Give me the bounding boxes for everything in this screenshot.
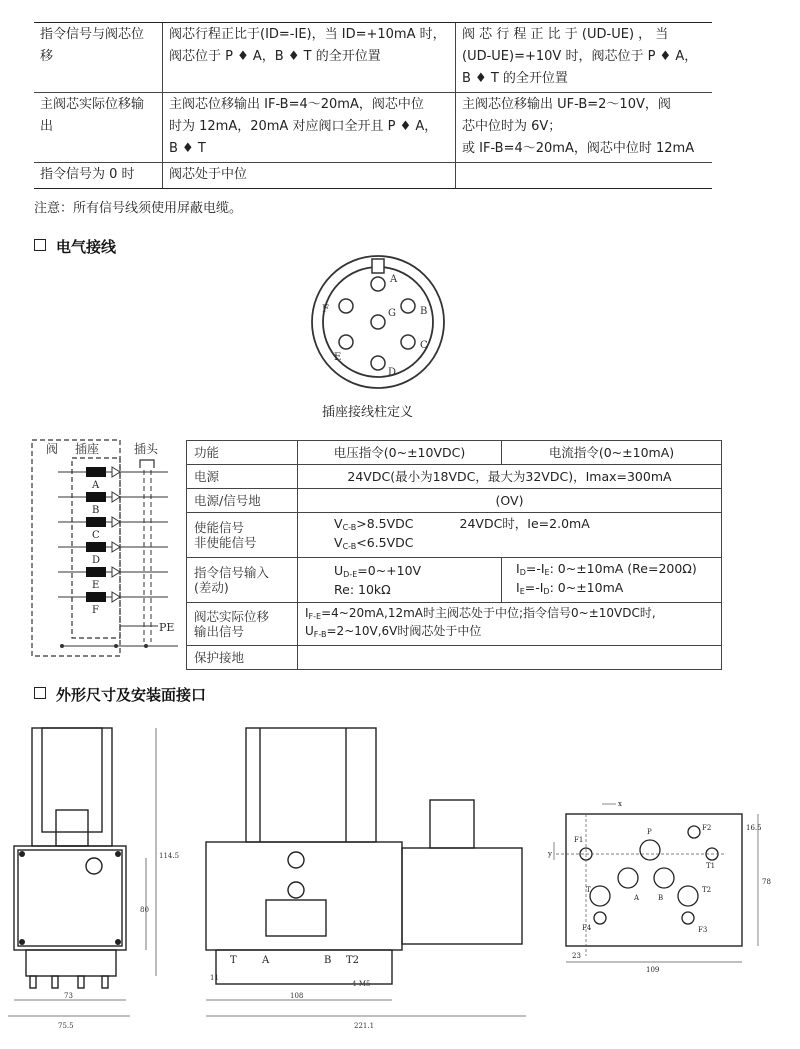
value: =4~20mA,12mA时主阀芯处于中位;指令信号0~±10VDC时, xyxy=(321,606,656,620)
actual-u-line xyxy=(305,624,714,642)
screw xyxy=(30,976,36,988)
amplifier-box xyxy=(402,848,522,944)
plug-contact xyxy=(112,592,120,602)
connector-plug-side xyxy=(430,800,474,848)
current-output-cell xyxy=(163,93,456,163)
enable-values xyxy=(298,513,722,558)
subscript: C-B xyxy=(342,542,357,551)
plug-label: 插头 xyxy=(134,442,159,456)
adjust-screw xyxy=(288,852,304,868)
valve-body-inner xyxy=(18,850,122,946)
cell-line: 阀芯处于中位 xyxy=(169,167,248,182)
pe-label: PE xyxy=(159,621,175,634)
cell-line: 主阀芯位移输出 IF-B=4～20mA，阀芯中位 xyxy=(169,97,424,112)
value: =-I xyxy=(524,580,544,595)
row-label: 主阀芯实际位移输出 xyxy=(34,93,163,163)
section-title-text: 外形尺寸及安装面接口 xyxy=(56,686,207,704)
valve-label: 阀 xyxy=(46,442,59,456)
dim-total: 75.5 xyxy=(58,1022,74,1030)
row-label xyxy=(187,603,298,646)
pin-label: F xyxy=(92,605,99,616)
symbol: I xyxy=(516,561,520,576)
actual-label-2: 输出信号 xyxy=(194,624,245,639)
pin-label: B xyxy=(92,505,100,516)
cell-line: 芯中位时为 6V； xyxy=(462,119,562,134)
socket-contact xyxy=(86,517,106,527)
actual-label: 阀芯实际位移 xyxy=(194,609,270,624)
actual-i-line xyxy=(305,606,714,624)
cmd-label-2: (差动) xyxy=(194,580,229,595)
symbol: U xyxy=(305,624,314,638)
mounting-surface-drawing xyxy=(546,792,782,992)
zero-command-cell-2 xyxy=(456,163,713,189)
power-value: 24VDC(最小为18VDC，最大为32VDC)，Imax=300mA xyxy=(298,465,722,489)
cell-line: 或 IF-B=4～20mA，阀芯中位时 12mA xyxy=(462,141,695,156)
port-label-a: A xyxy=(262,955,270,966)
table-row xyxy=(187,603,722,646)
dim-left: 23 xyxy=(572,952,581,960)
cmd-i1-line xyxy=(516,561,714,580)
value-tail: : 0~±10mA (Re=200Ω) xyxy=(549,561,697,576)
cell-line: 阀芯位于 P ♦ A，B ♦ T 的全开位置 xyxy=(169,49,381,64)
subscript: D xyxy=(543,587,550,596)
table-row xyxy=(34,163,712,189)
nameplate xyxy=(266,900,326,936)
subscript: D xyxy=(519,568,526,577)
plug-contact xyxy=(112,517,120,527)
port-label: P xyxy=(647,828,652,836)
pin-label-b: B xyxy=(420,306,428,317)
pin-e xyxy=(339,335,353,349)
dim-top: 16.5 xyxy=(746,824,762,832)
plug-top-bracket xyxy=(140,460,154,468)
pin-label-c: C xyxy=(420,340,428,351)
value: =-I xyxy=(525,561,545,576)
voltage-command-header: 电压指令(0~±10VDC) xyxy=(298,441,502,465)
dim-inner: 80 xyxy=(140,906,149,914)
symbol: U xyxy=(334,563,344,578)
cell-line: (UD-UE)=+10V 时，阀芯位于 P ♦ A， xyxy=(462,49,698,64)
cell-line: 主阀芯位移输出 UF-B=2～10V，阀 xyxy=(462,97,671,112)
port-label: F2 xyxy=(702,824,712,832)
port-f4 xyxy=(594,912,606,924)
symbol: V xyxy=(334,535,343,550)
base-block xyxy=(26,950,116,976)
cell-line: 时为 12mA，20mA 对应阀口全开且 P ♦ A， xyxy=(169,119,438,134)
shielded-cable-note: 注意：所有信号线须使用屏蔽电缆。 xyxy=(34,201,243,216)
disable-line xyxy=(334,535,714,554)
table-row xyxy=(187,489,722,513)
current-command-cell xyxy=(163,23,456,93)
dim-height: 114.5 xyxy=(159,852,180,860)
vent-screw xyxy=(86,858,102,874)
dim-width: 108 xyxy=(290,992,304,1000)
dim-total: 221.1 xyxy=(354,1022,375,1030)
connector-plug xyxy=(56,810,88,846)
pin-a xyxy=(371,277,385,291)
subscript: C-B xyxy=(342,523,357,532)
pin-g xyxy=(371,315,385,329)
port-label: A xyxy=(634,894,640,902)
pin-label-d: D xyxy=(388,367,397,378)
socket-label: 插座 xyxy=(75,442,100,456)
table-row xyxy=(34,23,712,93)
port-p xyxy=(640,840,660,860)
subscript: D-E xyxy=(343,570,358,579)
port-label-t: T xyxy=(230,955,237,966)
pe-value xyxy=(298,646,722,670)
table-row xyxy=(187,513,722,558)
pin-label: E xyxy=(92,580,100,591)
socket-contact xyxy=(86,492,106,502)
solenoid-housing-top xyxy=(32,728,112,846)
table-row xyxy=(187,558,722,603)
pin-d xyxy=(371,356,385,370)
bolt-hole xyxy=(19,851,25,857)
valve-body-front xyxy=(14,846,126,950)
solenoid-housing-inner xyxy=(42,728,102,832)
row-label: 指令信号与阀芯位移 xyxy=(34,23,163,93)
port-f2 xyxy=(688,826,700,838)
screw xyxy=(52,976,58,988)
pin-label: C xyxy=(92,530,100,541)
row-label: 保护接地 xyxy=(187,646,298,670)
row-label: 电源/信号地 xyxy=(187,489,298,513)
ground-value: (OV) xyxy=(298,489,722,513)
dim-width: 109 xyxy=(646,966,660,974)
dim-bolt: 4-M5 xyxy=(352,980,371,988)
socket-contact xyxy=(86,592,106,602)
screw xyxy=(78,976,84,988)
subscript: F-B xyxy=(313,630,327,639)
spec-table-top xyxy=(34,22,712,189)
plug-contact xyxy=(112,542,120,552)
subscript: E xyxy=(519,587,525,596)
screw xyxy=(102,976,108,988)
socket-contact xyxy=(86,542,106,552)
row-label: 电源 xyxy=(187,465,298,489)
enable-label: 使能信号 xyxy=(194,520,245,535)
side-view-drawing xyxy=(186,718,546,1038)
table-row xyxy=(187,646,722,670)
cmd-i2-line xyxy=(516,580,714,599)
table-row xyxy=(187,441,722,465)
row-label: 功能 xyxy=(187,441,298,465)
pin-label-g: G xyxy=(388,308,396,319)
symbol: V xyxy=(334,516,343,531)
dim-height: 78 xyxy=(762,878,771,886)
dim-small: 11 xyxy=(210,974,219,982)
base-block-side xyxy=(216,950,392,984)
subscript: F-E xyxy=(308,612,322,621)
cell-line: B ♦ T 的全开位置 xyxy=(462,71,568,86)
table-row xyxy=(34,93,712,163)
row-label xyxy=(187,558,298,603)
disable-label: 非使能信号 xyxy=(194,535,257,550)
current-command-header: 电流指令(0~±10mA) xyxy=(502,441,722,465)
pin-b xyxy=(401,299,415,313)
cmd-label: 指令信号输入 xyxy=(194,565,270,580)
value: =2~10V,6V时阀芯处于中位 xyxy=(326,624,482,638)
enable-line xyxy=(334,516,714,535)
value-tail: : 0~±10mA xyxy=(549,580,624,595)
actual-values xyxy=(298,603,722,646)
port-label: B xyxy=(658,894,664,902)
cell-line: 阀芯行程正比于(ID=-IE)，当 ID=+10mA 时， xyxy=(169,27,446,42)
cmd-u-line xyxy=(334,563,494,582)
voltage-command-cell xyxy=(456,23,713,93)
connector-caption: 插座接线柱定义 xyxy=(322,405,414,420)
symbol: I xyxy=(516,580,520,595)
axis-y-label: y xyxy=(548,850,552,858)
cmd-voltage-values xyxy=(298,558,502,603)
connector-pin-diagram xyxy=(300,250,460,400)
wiring-schematic xyxy=(28,436,186,662)
pin-f xyxy=(339,299,353,313)
pin-label-a: A xyxy=(390,274,398,285)
plug-contact xyxy=(112,567,120,577)
section-title-text: 电气接线 xyxy=(56,238,117,256)
connector-key-notch xyxy=(372,259,384,273)
cell-line: B ♦ T xyxy=(169,141,206,156)
checkbox-square-icon xyxy=(34,687,46,699)
port-label-b: B xyxy=(324,955,332,966)
port-label: F1 xyxy=(574,836,584,844)
pin-label-f: F xyxy=(322,304,329,315)
plug-contact xyxy=(112,492,120,502)
section-title-dimensions xyxy=(34,684,206,705)
port-label: T xyxy=(586,886,591,894)
cell-line: 阀 芯 行 程 正 比 于 (UD-UE) ， 当 xyxy=(462,27,669,42)
connector-outer-ring xyxy=(312,256,444,388)
bolt-hole xyxy=(115,939,121,945)
pin-label: D xyxy=(92,555,101,566)
dim-width: 73 xyxy=(64,992,73,1000)
socket-contact xyxy=(86,467,106,477)
cmd-re: Re: 10kΩ xyxy=(334,582,391,597)
pin-label: A xyxy=(92,480,100,491)
port-label: F4 xyxy=(582,924,592,932)
adjust-screw xyxy=(288,882,304,898)
port-label: T1 xyxy=(706,862,716,870)
port-label: T2 xyxy=(702,886,712,894)
row-label xyxy=(187,513,298,558)
subscript: E xyxy=(544,568,550,577)
table-row xyxy=(187,465,722,489)
pin-label-e: E xyxy=(334,352,342,363)
port-label-t2: T2 xyxy=(346,955,360,966)
axis-x-label: x xyxy=(618,800,622,808)
ground-dot-2 xyxy=(114,644,118,648)
front-view-drawing xyxy=(6,718,180,1038)
value: <6.5VDC xyxy=(356,535,414,550)
wiring-spec-table xyxy=(186,440,722,670)
symbol: I xyxy=(305,606,309,620)
socket-contact xyxy=(86,567,106,577)
checkbox-square-icon xyxy=(34,239,46,251)
value: =0~+10V xyxy=(357,563,422,578)
row-label: 指令信号为 0 时 xyxy=(34,163,163,189)
bolt-hole xyxy=(115,851,121,857)
port-t2 xyxy=(678,886,698,906)
zero-command-cell xyxy=(163,163,456,189)
ground-dot xyxy=(60,644,64,648)
port-a xyxy=(618,868,638,888)
port-label: F3 xyxy=(698,926,708,934)
cmd-current-values xyxy=(502,558,722,603)
solenoid-housing-side xyxy=(246,728,376,842)
port-b xyxy=(654,868,674,888)
bolt-hole xyxy=(19,939,25,945)
ground-dot-3 xyxy=(144,644,148,648)
pin-c xyxy=(401,335,415,349)
plug-contact xyxy=(112,467,120,477)
port-f3 xyxy=(682,912,694,924)
value: >8.5VDC xyxy=(356,516,414,531)
section-title-wiring xyxy=(34,236,116,257)
enable-note: 24VDC时，Ie=2.0mA xyxy=(459,516,590,531)
voltage-output-cell xyxy=(456,93,713,163)
port-t xyxy=(590,886,610,906)
